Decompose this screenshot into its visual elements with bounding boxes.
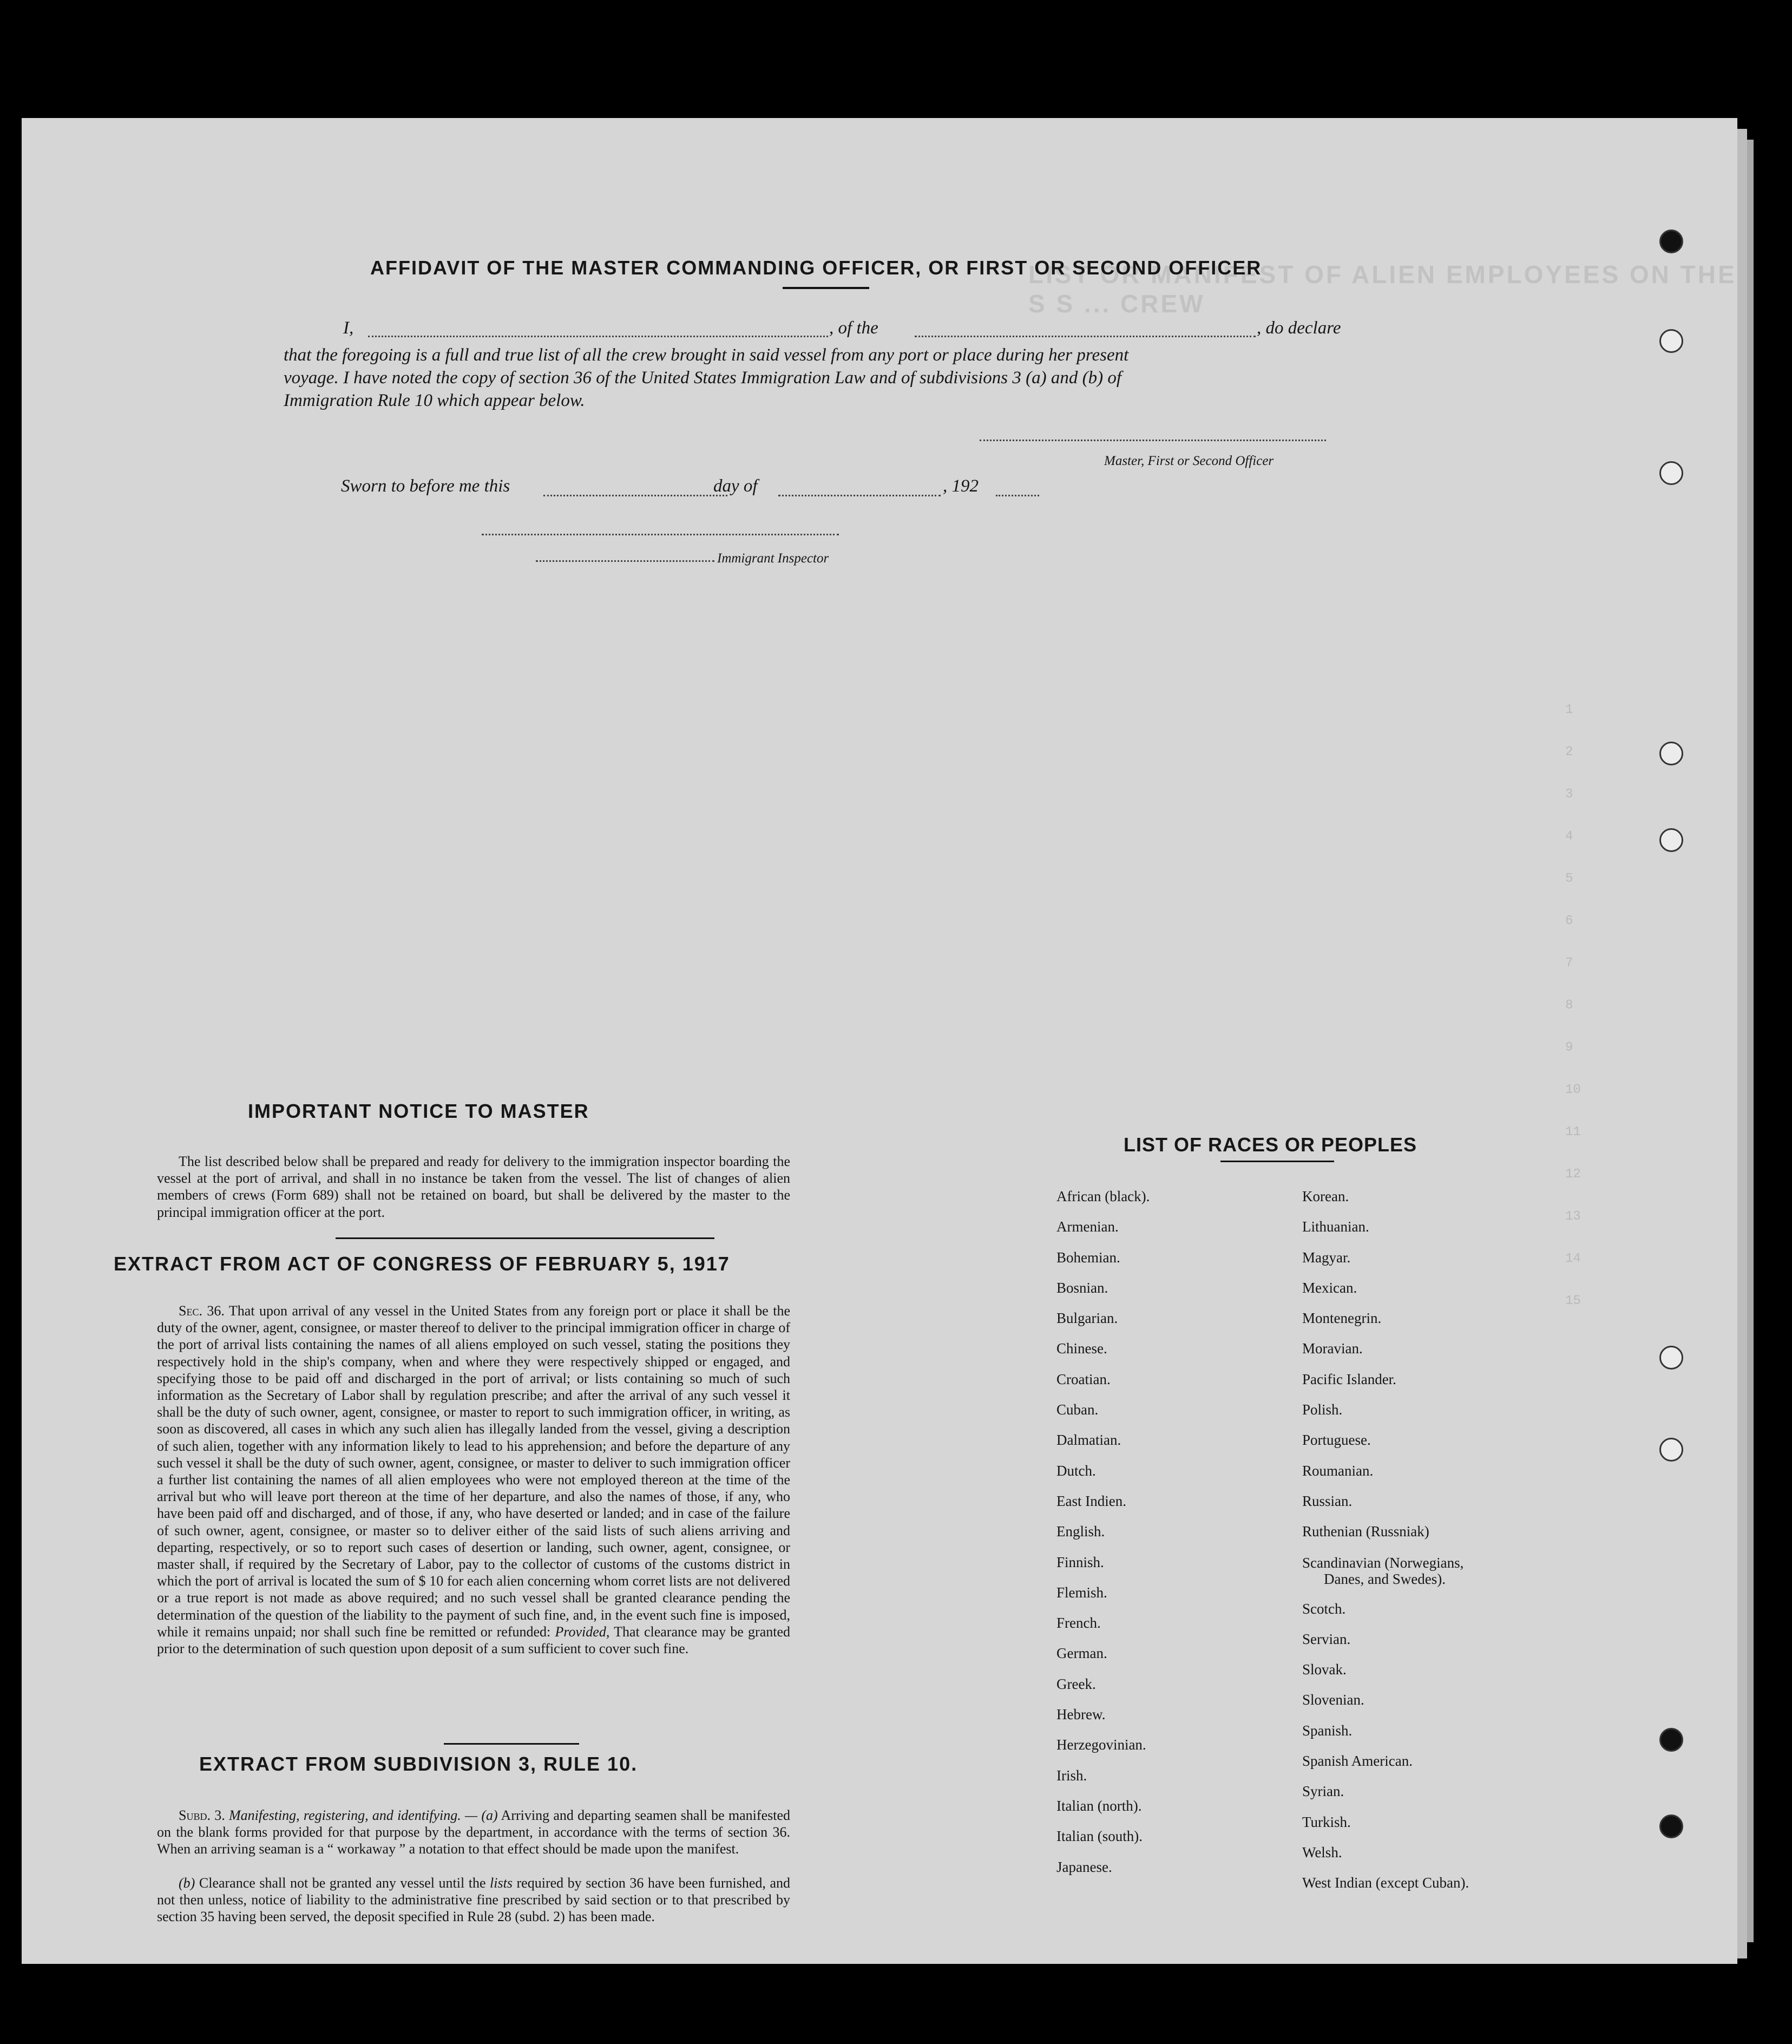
bleed-through-number: 6 bbox=[1565, 914, 1573, 928]
bleed-through-number: 4 bbox=[1565, 829, 1573, 844]
affidavit-i: I, bbox=[343, 318, 354, 338]
sheet-edge bbox=[1737, 129, 1747, 1958]
sworn-day-of: day of bbox=[713, 476, 758, 496]
race-item: Korean. bbox=[1302, 1188, 1349, 1204]
punch-hole bbox=[1659, 1728, 1683, 1752]
document-page bbox=[22, 118, 1737, 1964]
bleed-through-number: 8 bbox=[1565, 998, 1573, 1013]
race-item: Slovenian. bbox=[1302, 1692, 1364, 1708]
bleed-through-number: 12 bbox=[1565, 1167, 1581, 1182]
inspector-name-blank[interactable] bbox=[536, 560, 714, 562]
race-item: Danes, and Swedes). bbox=[1324, 1570, 1446, 1587]
race-item: Italian (north). bbox=[1056, 1797, 1142, 1814]
race-item: Bosnian. bbox=[1056, 1279, 1108, 1296]
bleed-through-number: 11 bbox=[1565, 1125, 1581, 1139]
race-item: Herzegovinian. bbox=[1056, 1737, 1146, 1753]
bleed-through-number: 9 bbox=[1565, 1040, 1573, 1055]
race-item: Chinese. bbox=[1056, 1340, 1107, 1357]
race-item: Polish. bbox=[1302, 1401, 1343, 1418]
race-item: Dutch. bbox=[1056, 1462, 1096, 1479]
race-item: Montenegrin. bbox=[1302, 1310, 1382, 1327]
provided-text: That clearance may be granted prior to the determination of such question upon deposit of a sum sufficient to cover such fine. bbox=[157, 1623, 791, 1657]
race-item: Cuban. bbox=[1056, 1401, 1099, 1418]
race-item: Hebrew. bbox=[1056, 1706, 1106, 1723]
bleed-through-number: 7 bbox=[1565, 956, 1573, 971]
race-item: English. bbox=[1056, 1523, 1105, 1540]
inspector-label: Immigrant Inspector bbox=[717, 551, 829, 566]
race-item: Turkish. bbox=[1302, 1813, 1351, 1830]
punch-hole bbox=[1659, 329, 1683, 353]
subd-a-text: Arriving and departing seamen shall be manifested on the blank forms provided for that purpose by the department, in accordance with the terms of section 36. When an arriving seaman is a “ workaway ” a notation to that effect should be made upon the manifest. bbox=[157, 1807, 790, 1857]
sworn-year: , 192 bbox=[943, 476, 979, 496]
race-item: Syrian. bbox=[1302, 1783, 1344, 1800]
races-heading: LIST OF RACES OR PEOPLES bbox=[1124, 1134, 1417, 1156]
punch-hole bbox=[1659, 828, 1683, 852]
affidavit-heading: AFFIDAVIT OF THE MASTER COMMANDING OFFICER, OR FIRST OR SECOND OFFICER bbox=[370, 257, 1262, 279]
rule-heading: EXTRACT FROM SUBDIVISION 3, RULE 10. bbox=[199, 1753, 638, 1775]
sworn-year-blank[interactable] bbox=[996, 495, 1039, 496]
punch-hole bbox=[1659, 230, 1683, 253]
race-item: Croatian. bbox=[1056, 1371, 1111, 1387]
section-label: Sec. 36. bbox=[179, 1303, 225, 1319]
punch-hole bbox=[1659, 1814, 1683, 1838]
affidavit-line-3: voyage. I have noted the copy of section 36 of the United States Immigration Law and of subdivisions 3 (a) and (b) of bbox=[284, 368, 1122, 388]
race-item: Ruthenian (Russniak) bbox=[1302, 1523, 1429, 1540]
sheet-edge bbox=[1747, 140, 1754, 1942]
race-item: Spanish American. bbox=[1302, 1753, 1413, 1770]
rule-text-b bbox=[157, 1875, 790, 1925]
race-item: Irish. bbox=[1056, 1767, 1087, 1784]
affidavit-line-2: that the foregoing is a full and true list of all the crew brought in said vessel from any port or place during her present bbox=[284, 345, 1129, 365]
inspector-signature-line[interactable] bbox=[482, 534, 839, 535]
race-item: Italian (south). bbox=[1056, 1828, 1143, 1845]
race-item: Scandinavian (Norwegians, bbox=[1302, 1554, 1464, 1571]
signature-line[interactable] bbox=[980, 440, 1326, 441]
subd-b-text-2: required by section 36 have been furnished, and not then unless, notice of liability to the administrative fine prescribed by said section or to that prescribed by section 35 having been served, the deposit specified in Rule 28 (subd. 2) has been made. bbox=[157, 1875, 790, 1925]
subd-b-text-1: Clearance shall not be granted any vessel until the bbox=[199, 1875, 486, 1891]
sworn-text: Sworn to before me this bbox=[341, 476, 510, 496]
bleed-through-number: 10 bbox=[1565, 1083, 1581, 1097]
divider bbox=[444, 1743, 579, 1745]
section-36-text: That upon arrival of any vessel in the United States from any foreign port or place it shall be the duty of the owner, agent, consignee, or master thereof to deliver to the principal immigration officer in charge of the port of arrival lists containing the names of all aliens employed on such vessel, stating the positions they respectively hold in the ship's company, when and where they were respectively shipped or engaged, and specifying those to be paid off and discharged in the port of arrival; or lists containing so much of such information as the Secretary of Labor shall by regulation prescribe; and after the arrival of any such vessel it shall be the duty of such owner, agent, consignee, or master to report to such immigration officer, in writing, as soon as discovered, all cases in which any such alien has illegally landed from the vessel, giving a description of such alien, together with any information likely to lead to his apprehension; and before the departure of any such vessel it shall be the duty of such owner, agent, consignee, or master to deliver to such immigration officer a further list containing the names of all alien employees who were not employed thereon at the time of the arrival but who will leave port thereon at the time of her departure, and also the names of those, if any, who have been paid off and discharged, and of those, if any, who have deserted or landed; and in case of the failure of such owner, agent, consignee, or master so to deliver either of the said lists of such aliens arriving and departing, respectively, or so to report such cases of desertion or landing, such owner, agent, consignee, or master shall, if required by the Secretary of Labor, pay to the collector of customs of the customs district in which the port of arrival is located the sum of $ 10 for each alien concerning whom corret lists are not delivered or a true report is not made as above required; and no such vessel shall be granted clearance pending the determination of the question of the liability to the payment of such fine, and, in the event such fine is imposed, while it remains unpaid; nor shall such fine be remitted or refunded: bbox=[157, 1303, 790, 1640]
race-item: Moravian. bbox=[1302, 1340, 1363, 1357]
act-text bbox=[157, 1302, 790, 1657]
punch-hole bbox=[1659, 742, 1683, 765]
bleed-through-number: 13 bbox=[1565, 1209, 1581, 1224]
race-item: Roumanian. bbox=[1302, 1462, 1374, 1479]
race-item: East Indien. bbox=[1056, 1492, 1126, 1509]
subd-b-lists: lists bbox=[490, 1875, 513, 1891]
bleed-through-number: 2 bbox=[1565, 745, 1573, 759]
race-item: Dalmatian. bbox=[1056, 1432, 1121, 1449]
notice-text: The list described below shall be prepared and ready for delivery to the immigration inspector boarding the vessel at the port of arrival, and shall in no instance be taken from the vessel. The list of changes of alien members of crews (Form 689) shall not be retained on board, but shall be delivered by the master to the principal immigration officer at the port. bbox=[157, 1154, 790, 1220]
vessel-blank[interactable] bbox=[915, 336, 1256, 337]
races-heading-underline bbox=[1220, 1161, 1334, 1162]
race-item: West Indian (except Cuban). bbox=[1302, 1875, 1469, 1891]
name-blank[interactable] bbox=[368, 336, 828, 337]
race-item: Japanese. bbox=[1056, 1858, 1112, 1875]
punch-hole bbox=[1659, 1346, 1683, 1370]
affidavit-heading-underline bbox=[783, 287, 869, 289]
race-item: Finnish. bbox=[1056, 1554, 1104, 1570]
subd-a-label: — (a) bbox=[465, 1807, 498, 1823]
race-item: Portuguese. bbox=[1302, 1432, 1371, 1449]
bleed-through-number: 14 bbox=[1565, 1252, 1581, 1266]
sworn-month-blank[interactable] bbox=[778, 495, 941, 496]
race-item: Lithuanian. bbox=[1302, 1218, 1369, 1235]
race-item: Magyar. bbox=[1302, 1249, 1351, 1266]
affidavit-line-4: Immigration Rule 10 which appear below. bbox=[284, 391, 585, 410]
races-right-column bbox=[1302, 1181, 1469, 1898]
signature-label: Master, First or Second Officer bbox=[1104, 454, 1274, 468]
race-item: Greek. bbox=[1056, 1675, 1096, 1692]
sworn-day-blank[interactable] bbox=[543, 495, 727, 496]
bleed-through-number: 3 bbox=[1565, 787, 1573, 802]
race-item: Pacific Islander. bbox=[1302, 1371, 1396, 1387]
punch-hole bbox=[1659, 1438, 1683, 1462]
bleed-through-number: 5 bbox=[1565, 872, 1573, 886]
race-item: Mexican. bbox=[1302, 1279, 1357, 1296]
race-item: Scotch. bbox=[1302, 1600, 1346, 1617]
race-item: Spanish. bbox=[1302, 1722, 1353, 1739]
race-item: Welsh. bbox=[1302, 1844, 1342, 1860]
rule-text-a bbox=[157, 1807, 790, 1858]
race-item: Servian. bbox=[1302, 1630, 1351, 1647]
race-item: African (black). bbox=[1056, 1188, 1150, 1204]
bleed-through-number: 15 bbox=[1565, 1294, 1581, 1308]
affidavit-of-the: , of the bbox=[829, 318, 878, 338]
subd-label: Subd. 3. bbox=[179, 1807, 225, 1823]
race-item: Slovak. bbox=[1302, 1661, 1347, 1678]
race-item: German. bbox=[1056, 1645, 1107, 1662]
race-item: French. bbox=[1056, 1615, 1101, 1632]
race-item: Russian. bbox=[1302, 1492, 1353, 1509]
punch-hole bbox=[1659, 461, 1683, 485]
bleed-through-number: 1 bbox=[1565, 703, 1573, 717]
divider bbox=[336, 1237, 714, 1239]
bleed-through-title: LIST OR MANIFEST OF ALIEN EMPLOYEES ON THE S S ... CREW bbox=[1028, 260, 1737, 318]
act-heading bbox=[114, 1253, 730, 1275]
subd-b-label: (b) bbox=[179, 1875, 195, 1891]
subd-title: Manifesting, registering, and identifying. bbox=[228, 1807, 461, 1823]
act-heading-text: EXTRACT FROM ACT OF CONGRESS OF FEBRUARY 5, 1917 bbox=[114, 1253, 730, 1275]
race-item: Flemish. bbox=[1056, 1584, 1107, 1601]
notice-heading: IMPORTANT NOTICE TO MASTER bbox=[248, 1100, 589, 1122]
race-item: Armenian. bbox=[1056, 1218, 1119, 1235]
races-left-column bbox=[1056, 1181, 1150, 1882]
affidavit-do-declare: , do declare bbox=[1257, 318, 1341, 338]
provided-label: Provided, bbox=[555, 1623, 610, 1640]
race-item: Bohemian. bbox=[1056, 1249, 1120, 1266]
race-item: Bulgarian. bbox=[1056, 1310, 1118, 1327]
